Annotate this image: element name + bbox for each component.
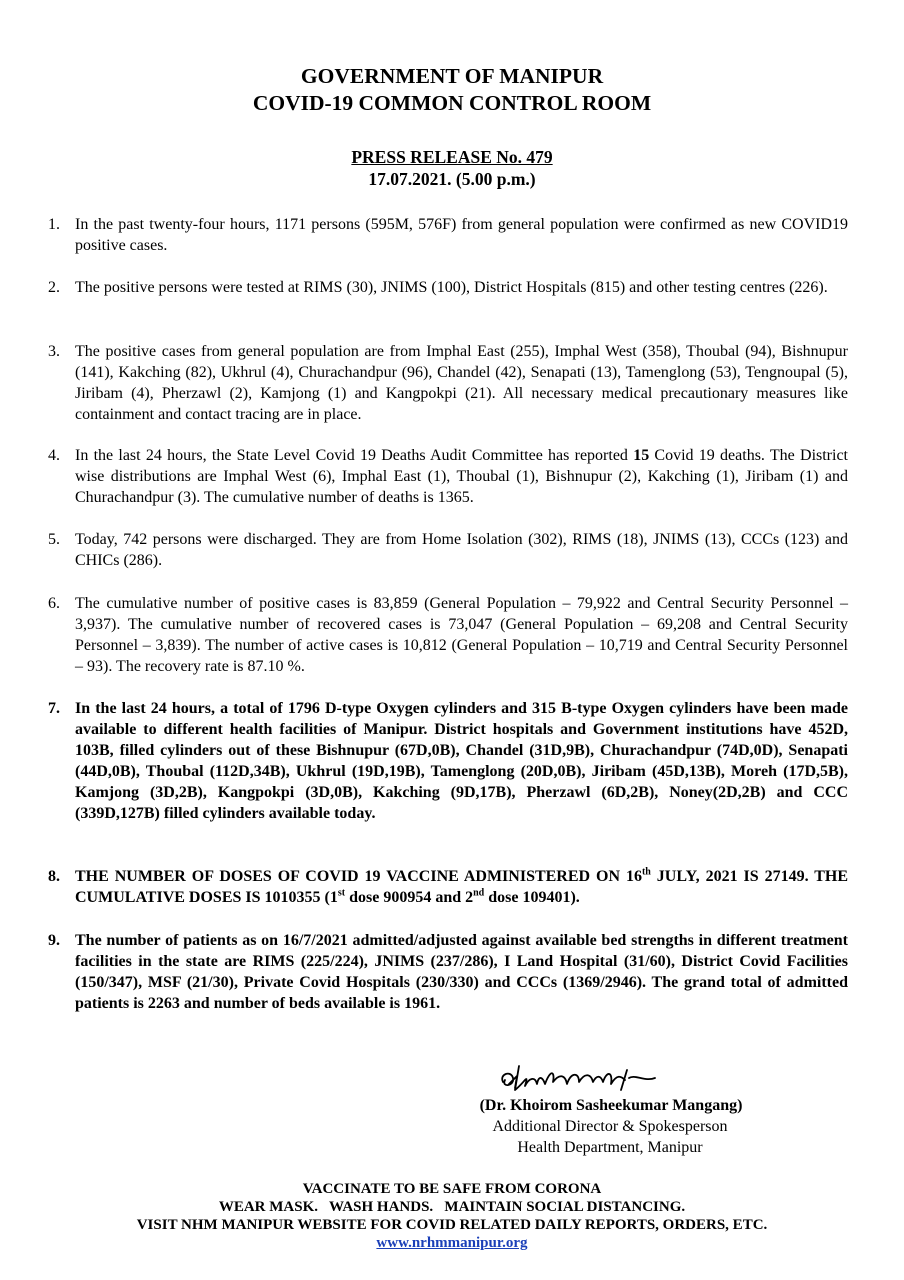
- item-text-part: In the last 24 hours, the State Level Covid 19 Deaths Audit Committee has reported: [75, 447, 634, 464]
- header-government: GOVERNMENT OF MANIPUR: [300, 64, 604, 88]
- item-text: [75, 445, 848, 508]
- list-item: [48, 214, 848, 256]
- item-number: 6.: [48, 595, 60, 612]
- item-text: In the last 24 hours, a total of 1796 D-type Oxygen cylinders and 315 B-type Oxygen cylinders have been made available to different health facilities of Manipur. District hospitals and Government institutions have 452D, 103B, filled cylinders out of these Bishnupur (67D,0B), Chandel (31D,9B), Churachandpur (74D,0D), Senapati (44D,0B), Thoubal (112D,34B), Ukhrul (19D,19B), Tamenglong (20D,0B), Jiribam (45D,13B), Moreh (17D,5B), Kamjong (3D,2B), Kangpokpi (3D,0B), Kakching (9D,17B), Pherzawl (6D,2B), Noney(2D,2B) and CCC (339D,127B) filled cylinders available today.: [75, 700, 848, 822]
- item-text: Today, 742 persons were discharged. They are from Home Isolation (302), RIMS (18), JNIMS (13), CCCs (123) and CHICs (286).: [75, 531, 848, 569]
- ordinal-suffix: nd: [473, 887, 485, 899]
- item-number: 9.: [48, 932, 60, 949]
- footer-visit-website: VISIT NHM MANIPUR WEBSITE FOR COVID RELATED DAILY REPORTS, ORDERS, ETC.: [136, 1217, 768, 1233]
- header-control-room: COVID-19 COMMON CONTROL ROOM: [252, 91, 652, 115]
- release-datetime: 17.07.2021. (5.00 p.m.): [368, 169, 536, 189]
- list-item: [48, 529, 848, 571]
- signatory-department: Health Department, Manipur: [517, 1139, 703, 1156]
- document-footer: [0, 1180, 904, 1252]
- item-number: 4.: [48, 447, 60, 464]
- release-heading: [0, 146, 904, 190]
- signatory-name: (Dr. Khoirom Sasheekumar Mangang): [479, 1097, 743, 1114]
- footer-guidelines: WEAR MASK. WASH HANDS. MAINTAIN SOCIAL DISTANCING.: [218, 1199, 686, 1215]
- deaths-count: 15: [633, 447, 650, 464]
- item-text: In the past twenty-four hours, 1171 persons (595M, 576F) from general population were confirmed as new COVID19 positive cases.: [75, 216, 848, 254]
- item-text: The cumulative number of positive cases is 83,859 (General Population – 79,922 and Central Security Personnel – 3,937). The cumulative number of recovered cases is 73,047 (General Population – 69,208 and Central Security Personnel – 3,839). The number of active cases is 10,812 (General Population – 10,719 and Central Security Personnel – 93). The recovery rate is 87.10 %.: [75, 595, 848, 675]
- item-text: The positive cases from general population are from Imphal East (255), Imphal West (358), Thoubal (94), Bishnupur (141), Kakching (82), Ukhrul (4), Churachandpur (96), Chandel (42), Senapati (13), Tamenglong (53), Tengnoupal (5), Jiribam (4), Pherzawl (2), Kamjong (1) and Kangpokpi (21). All necessary medical precautionary measures like containment and contact tracing are in place.: [75, 343, 848, 423]
- item-text: The number of patients as on 16/7/2021 admitted/adjusted against available bed strengths in different treatment facilities in the state are RIMS (225/224), JNIMS (237/286), I Land Hospital (31/60), District Covid Facilities (150/347), MSF (21/30), Private Covid Hospitals (230/330) and CCCs (1369/2946). The grand total of admitted patients is 2263 and number of beds available is 1961.: [75, 932, 848, 1012]
- list-item: [48, 866, 848, 908]
- list-item: [48, 698, 848, 824]
- item-number: 3.: [48, 343, 60, 360]
- item-number: 1.: [48, 216, 60, 233]
- item-text-part: JULY, 2021 IS 27149. THE CUMULATIVE DOSES IS 1010355 (1: [75, 868, 849, 906]
- document-header: [0, 63, 904, 117]
- item-text: [75, 866, 848, 908]
- signature-image: [495, 1060, 695, 1096]
- ordinal-suffix: th: [641, 866, 651, 878]
- item-number: 8.: [48, 868, 60, 885]
- item-text-part: Covid 19 deaths. The District wise distributions are Imphal West (6), Imphal East (1), Thoubal (1), Bishnupur (2), Kakching (1), Jiribam (1) and Churachandpur (3). The cumulative number of deaths is 1365.: [75, 447, 849, 506]
- list-item: [48, 930, 848, 1014]
- signatory-designation: Additional Director & Spokesperson: [492, 1118, 728, 1135]
- item-number: 7.: [48, 700, 60, 717]
- item-text-part: THE NUMBER OF DOSES OF COVID 19 VACCINE ADMINISTERED ON 16: [75, 868, 642, 885]
- ordinal-suffix: st: [337, 887, 346, 899]
- list-item: [48, 593, 848, 677]
- item-text-part: dose 900954 and 2: [345, 889, 474, 906]
- list-item: [48, 277, 848, 298]
- list-item: [48, 341, 848, 425]
- signatory-block: [430, 1095, 790, 1158]
- item-number: 2.: [48, 279, 60, 296]
- release-title: PRESS RELEASE No. 479: [351, 147, 553, 167]
- item-number: 5.: [48, 531, 60, 548]
- item-text: The positive persons were tested at RIMS (30), JNIMS (100), District Hospitals (815) and other testing centres (226).: [75, 279, 828, 296]
- item-text-part: dose 109401).: [484, 889, 580, 906]
- list-item: [48, 445, 848, 508]
- website-link[interactable]: www.nrhmmanipur.org: [376, 1235, 528, 1251]
- footer-vaccinate: VACCINATE TO BE SAFE FROM CORONA: [302, 1181, 602, 1197]
